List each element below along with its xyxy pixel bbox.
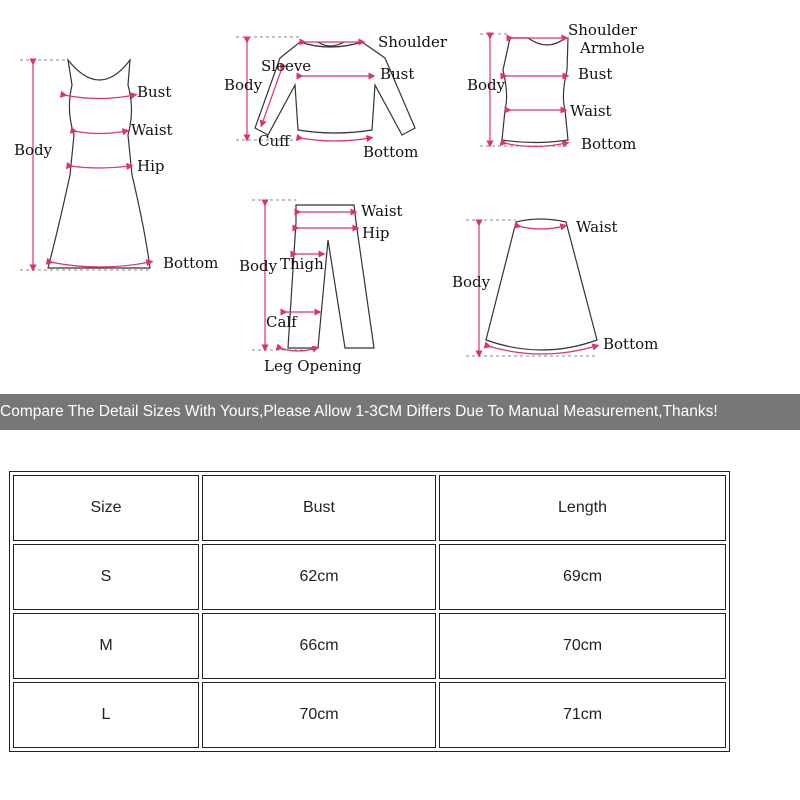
vest-bottom-label: Bottom — [581, 135, 637, 153]
pants-waist-label: Waist — [361, 202, 403, 220]
bust-cell: 66cm — [202, 613, 436, 679]
vest-waist-label: Waist — [570, 102, 612, 120]
top-diagram — [224, 33, 448, 161]
skirt-bottom-label: Bottom — [603, 335, 659, 353]
top-bottom-label: Bottom — [363, 143, 419, 161]
dress-bottom-label: Bottom — [163, 254, 219, 272]
top-sleeve-label: Sleeve — [261, 57, 312, 75]
dress-diagram — [14, 60, 218, 272]
measurement-notice-banner: Compare The Detail Sizes With Yours,Please Allow 1-3CM Differs Due To Manual Measurement,Thanks! — [0, 394, 800, 430]
size-chart-table — [9, 471, 730, 752]
size-cell: S — [13, 544, 199, 610]
vest-armhole-label: Armhole — [580, 39, 645, 57]
top-cuff-label: Cuff — [258, 132, 290, 150]
pants-thigh-label: Thigh — [280, 255, 324, 273]
length-cell: 70cm — [439, 613, 726, 679]
vest-diagram — [467, 21, 645, 153]
dress-body-label: Body — [14, 141, 53, 159]
top-shoulder-label: Shoulder — [378, 33, 448, 51]
vest-shoulder-label: Shoulder — [568, 21, 638, 39]
skirt-body-label: Body — [452, 273, 491, 291]
vest-body-label: Body — [467, 76, 506, 94]
dress-waist-label: Waist — [131, 121, 173, 139]
pants-leg-opening-label: Leg Opening — [264, 357, 362, 375]
pants-diagram — [239, 200, 403, 375]
table-row — [13, 613, 726, 679]
dress-hip-label: Hip — [137, 157, 165, 175]
header-bust: Bust — [202, 475, 436, 541]
pants-calf-label: Calf — [266, 313, 297, 331]
skirt-waist-label: Waist — [576, 218, 618, 236]
size-cell: M — [13, 613, 199, 679]
dress-bust-label: Bust — [137, 83, 172, 101]
table-header-row — [13, 475, 726, 541]
top-body-label: Body — [224, 76, 263, 94]
length-cell: 71cm — [439, 682, 726, 748]
top-bust-label: Bust — [380, 65, 415, 83]
pants-body-label: Body — [239, 257, 278, 275]
header-size: Size — [13, 475, 199, 541]
bust-cell: 62cm — [202, 544, 436, 610]
bust-cell: 70cm — [202, 682, 436, 748]
skirt-diagram — [452, 218, 658, 356]
size-cell: L — [13, 682, 199, 748]
pants-hip-label: Hip — [362, 224, 390, 242]
header-length: Length — [439, 475, 726, 541]
table-row — [13, 682, 726, 748]
measurement-diagram — [0, 0, 800, 390]
length-cell: 69cm — [439, 544, 726, 610]
table-row — [13, 544, 726, 610]
vest-bust-label: Bust — [578, 65, 613, 83]
